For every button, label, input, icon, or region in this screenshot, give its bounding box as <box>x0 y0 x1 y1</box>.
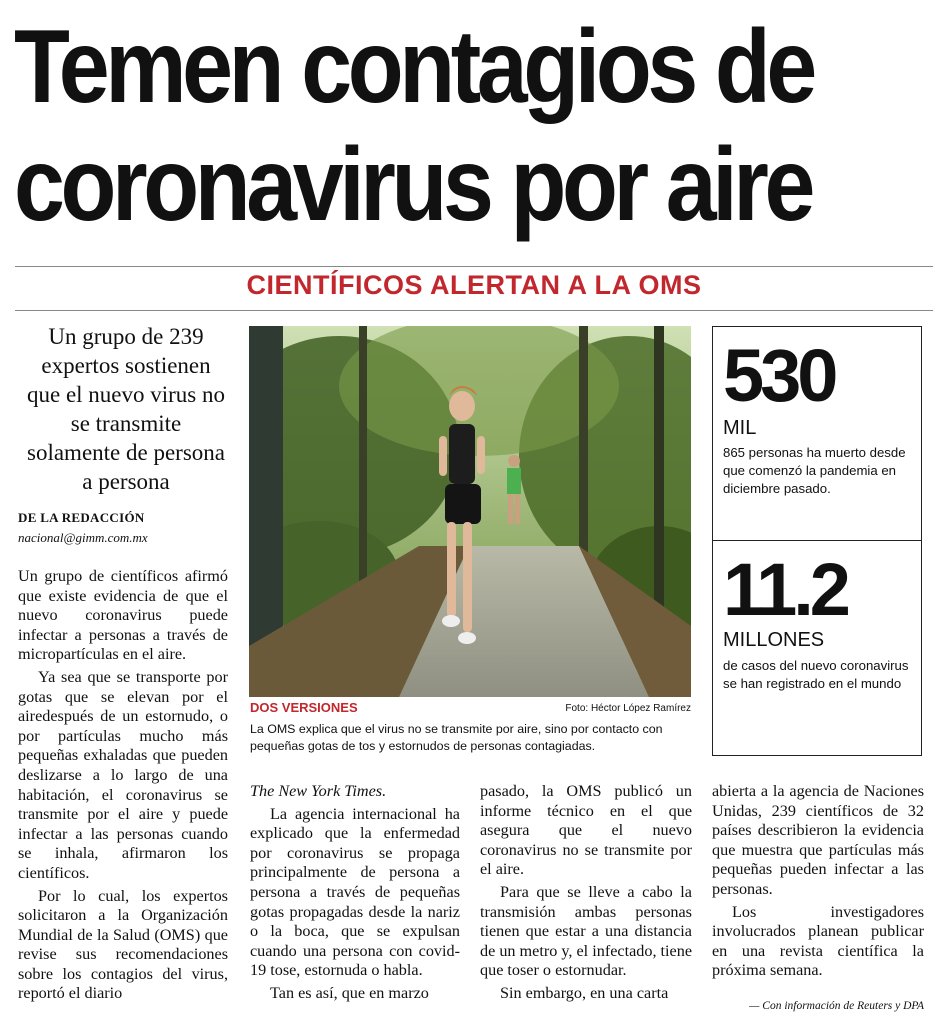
paragraph: Los investigadores involucrados planean publicar en una revista científica la próxima semana. <box>712 902 924 980</box>
divider-top <box>15 266 933 267</box>
paragraph: abierta a la agencia de Naciones Unidas, 239 científicos de 32 países describieron la evidencia que muestra que partículas más pequeñas pueden infectar a las personas. <box>712 782 924 898</box>
stat-unit: MILLONES <box>723 629 825 651</box>
kicker: CIENTÍFICOS ALERTAN A LA OMS <box>246 270 702 300</box>
byline: DE LA REDACCIÓN <box>18 510 145 525</box>
stat-number: 530 <box>723 334 835 417</box>
paragraph: Ya sea que se transporte por gotas que se elevan por el airedespués de un estornudo, o por partículas mucho más pequeñas exhaladas que pueden deslizarse a lo largo de una habitación, el coronavirus se transmite por el aire y puede infectar a las personas cuando se inhala, afirmaron los científicos. <box>18 667 228 882</box>
stat-box-deaths <box>712 326 922 541</box>
stat-number: 11.2 <box>723 548 847 631</box>
headline-line-1: Temen contagios de <box>14 9 813 125</box>
caption-head: DOS VERSIONES <box>250 700 358 715</box>
photo-credit: Foto: Héctor López Ramírez <box>565 703 691 714</box>
paragraph: The New York Times. <box>250 782 387 800</box>
divider-bottom <box>15 310 933 311</box>
stat-unit: MIL <box>723 417 757 439</box>
headline-line-2: coronavirus por aire <box>14 127 811 243</box>
stat-description: 865 personas ha muerto desde que comenzó la pandemia en diciembre pasado. <box>723 445 906 496</box>
paragraph: Sin embargo, en una carta <box>500 983 669 1002</box>
paragraph: La agencia internacional ha explicado que la enfermedad por coronavirus se propaga principalmente de persona a persona a través de pequeñas gotas propagadas desde la nariz o la boca, que se expulsan cuando una persona con covid-19 tose, estornuda o habla. <box>250 804 460 980</box>
photo-image <box>249 326 691 697</box>
paragraph: pasado, la OMS publicó un informe técnico en el que asegura que el nuevo coronavirus no se transmite por el aire. <box>480 782 692 879</box>
body-column-2 <box>250 782 460 1004</box>
paragraph: Para que se lleve a cabo la transmisión ambas personas tienen que estar a una distancia de un metro y, el infectado, tiene que toser o estornudar. <box>480 882 693 980</box>
body-column-4 <box>712 782 924 981</box>
deck: Un grupo de 239 expertos sostienen que el nuevo virus no se transmite solamente de persona a persona <box>26 324 225 494</box>
body-column-1 <box>18 567 228 1004</box>
byline-email: nacional@gimm.com.mx <box>18 530 148 545</box>
paragraph: Un grupo de científicos afirmó que existe evidencia de que el nuevo coronavirus puede infectar a personas a través de micropartículas en el aire. <box>18 567 228 664</box>
headline <box>14 8 824 244</box>
stat-box-cases <box>712 541 922 756</box>
stat-description: de casos del nuevo coronavirus se han registrado en el mundo <box>723 658 909 691</box>
signoff: — Con información de Reuters y DPA <box>749 1000 924 1012</box>
photo-runner <box>249 326 691 697</box>
paragraph: Tan es así, que en marzo <box>270 983 429 1002</box>
paragraph: Por lo cual, los expertos solicitaron a la Organización Mundial de la Salud (OMS) que revise sus recomendaciones sobre los contagios del virus, reportó el diario <box>18 886 228 1003</box>
body-column-3 <box>480 782 692 1004</box>
photo-caption: La OMS explica que el virus no se transmite por aire, sino por contacto con pequeñas gotas de tos y estornudos de personas contagiadas. <box>250 722 663 753</box>
